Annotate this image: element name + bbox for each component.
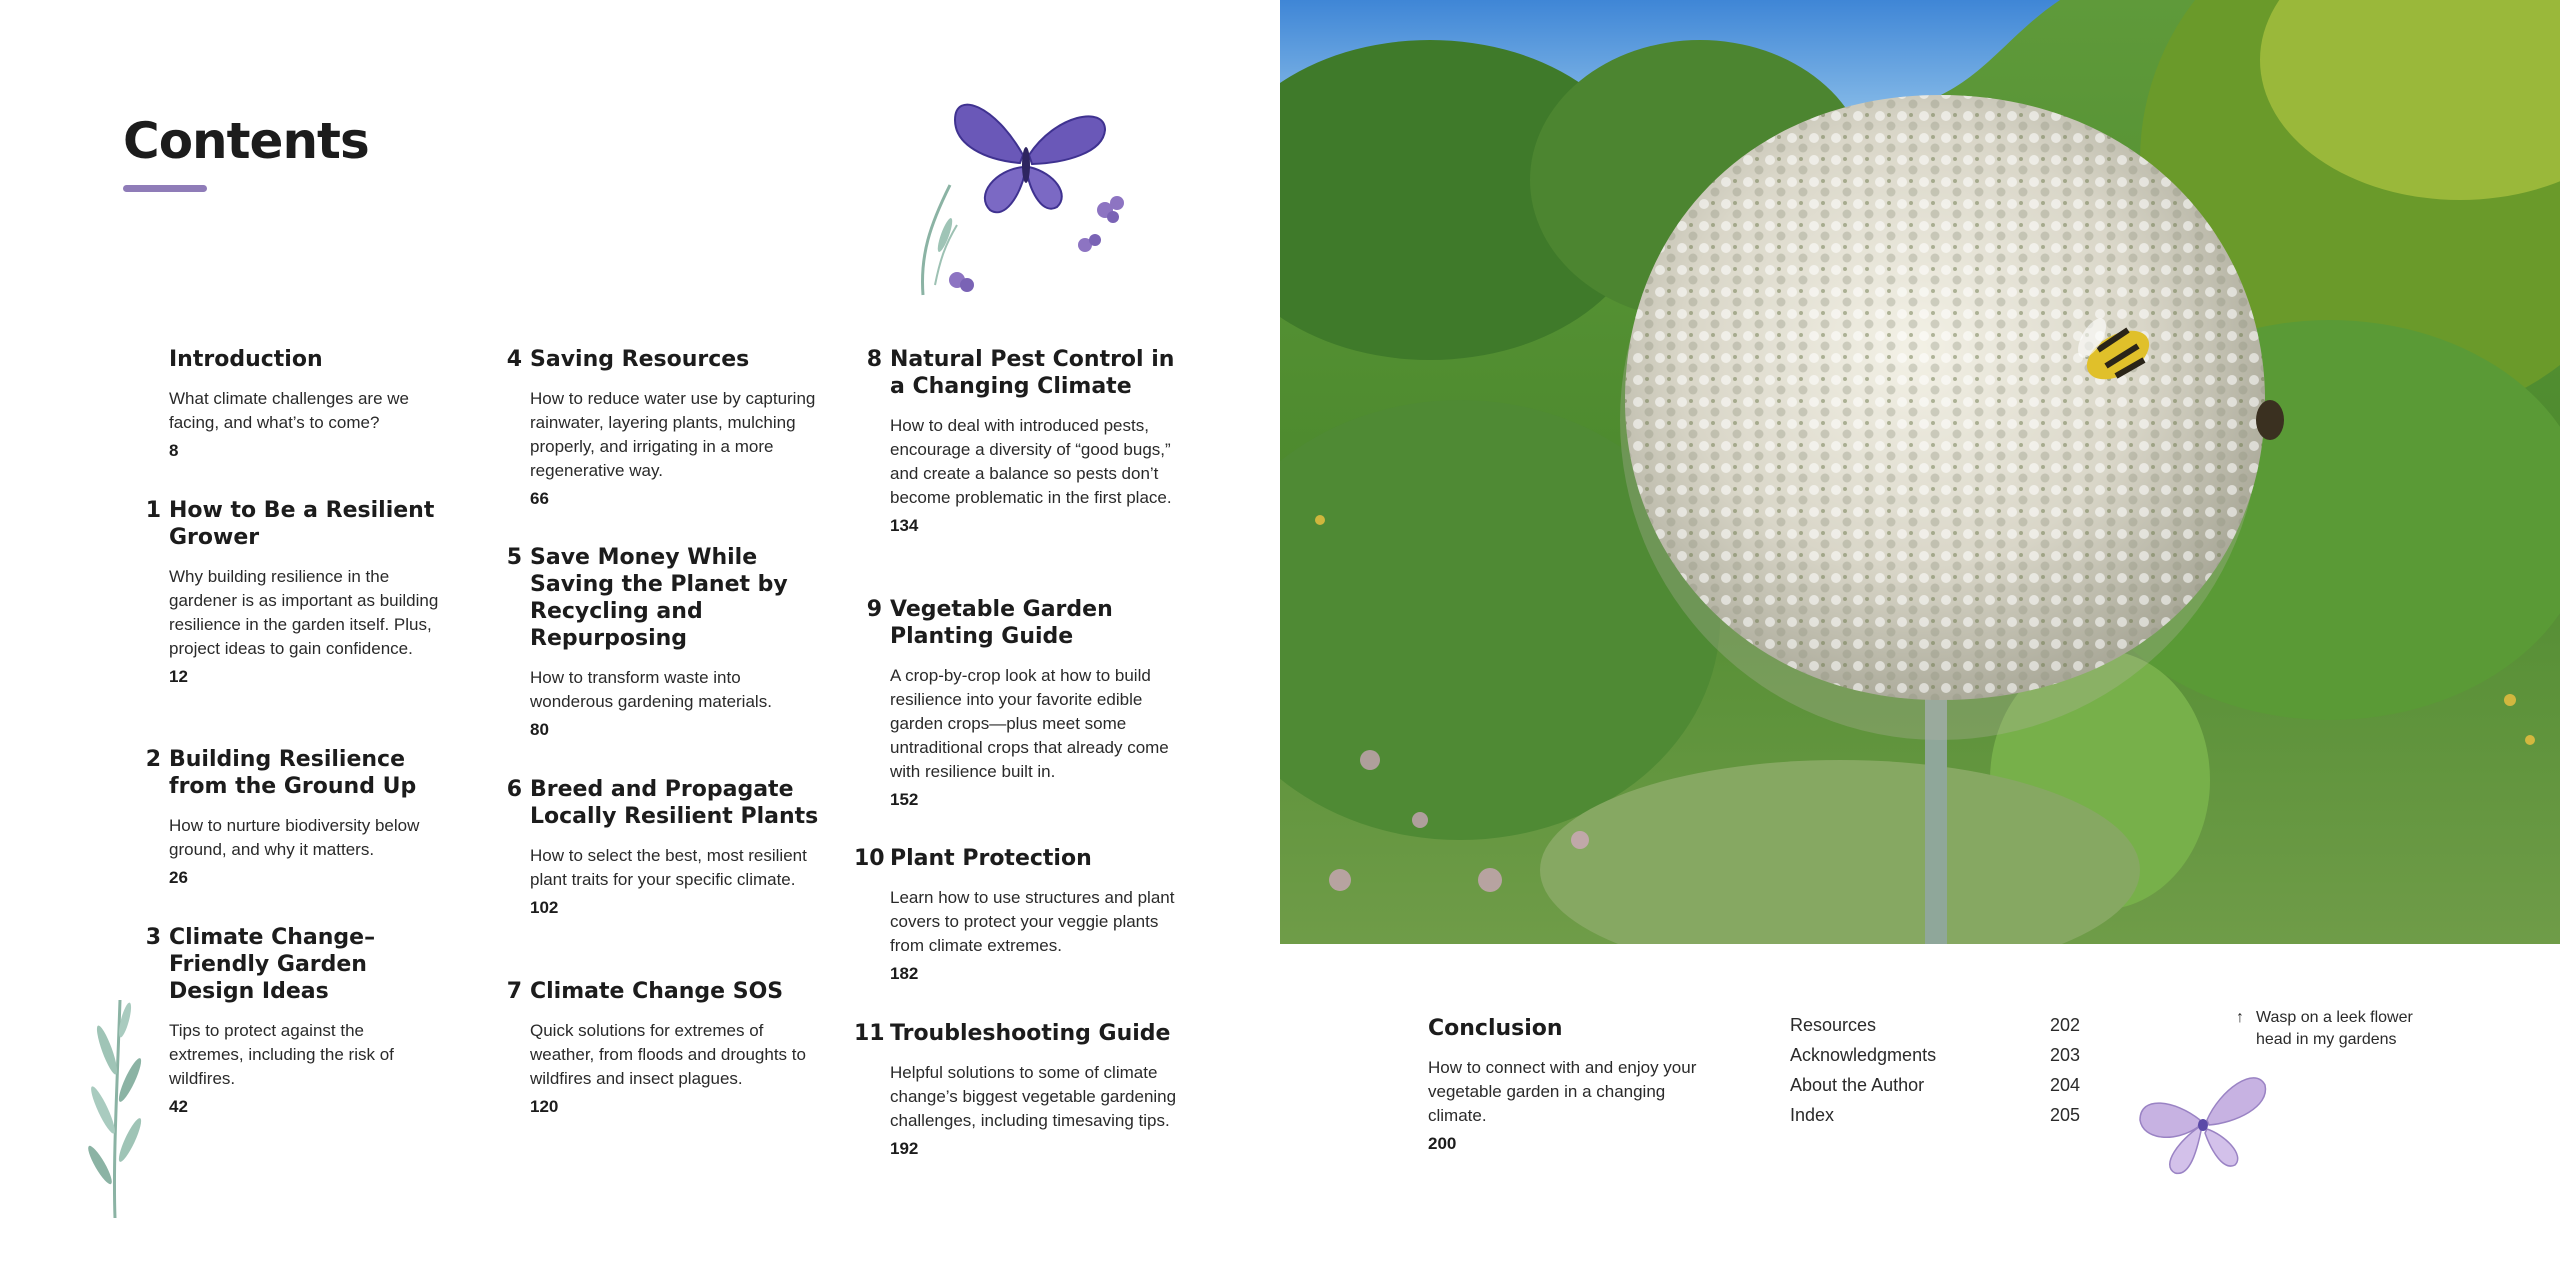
toc-entry-chapter-1[interactable]	[145, 497, 449, 687]
backmatter-item-index[interactable]	[1790, 1100, 2080, 1130]
chapter-number: 1	[145, 498, 161, 523]
toc-entry-title: Breed and Propagate Locally Resilient Plants	[530, 777, 819, 829]
toc-entry-title: Building Resilience from the Ground Up	[169, 747, 417, 799]
toc-entry-page: 182	[890, 964, 919, 983]
toc-entry-title: Vegetable Garden Planting Guide	[890, 597, 1113, 649]
toc-entry-chapter-4[interactable]	[506, 346, 830, 509]
toc-entry-page: 12	[169, 667, 188, 686]
toc-entry-description: Why building resilience in the gardener is as important as building resilience in the garden itself. Plus, project ideas to gain confidence.	[169, 567, 439, 658]
toc-entry-page: 66	[530, 489, 549, 508]
backmatter-label: Resources	[1790, 1015, 1877, 1035]
backmatter-item-about-the-author[interactable]	[1790, 1070, 2080, 1100]
chapter-number: 3	[145, 925, 161, 950]
toc-entry-title: Climate Change SOS	[530, 979, 784, 1004]
chapter-number: 2	[145, 747, 161, 772]
toc-entry-page: 42	[169, 1097, 188, 1116]
backmatter-page: 203	[2049, 1045, 2080, 1065]
toc-entry-description: What climate challenges are we facing, and what’s to come?	[169, 389, 410, 432]
toc-entry-chapter-11[interactable]	[854, 1020, 1180, 1159]
toc-entry-title: Conclusion	[1428, 1016, 1563, 1041]
toc-entry-title: Natural Pest Control in a Changing Climate	[890, 347, 1175, 399]
chapter-number: 6	[506, 777, 522, 802]
toc-entry-title: Climate Change–Friendly Garden Design Ideas	[169, 925, 376, 1004]
backmatter-list	[1790, 1010, 2080, 1130]
arrow-up-icon: ↑	[2236, 1009, 2244, 1026]
toc-entry-page: 102	[530, 898, 559, 917]
backmatter-item-acknowledgments[interactable]	[1790, 1040, 2080, 1070]
chapter-number: 7	[506, 979, 522, 1004]
backmatter-label: Acknowledgments	[1790, 1045, 1937, 1065]
toc-entry-page: 80	[530, 720, 549, 739]
toc-entry-page: 26	[169, 868, 188, 887]
toc-entry-title: Save Money While Saving the Planet by Recycling and Repurposing	[530, 545, 788, 651]
butterfly-illustration	[905, 85, 1135, 300]
toc-entry-description: How to select the best, most resilient plant traits for your specific climate.	[530, 846, 807, 889]
backmatter-page: 205	[2049, 1105, 2080, 1125]
toc-entry-description: How to deal with introduced pests, encourage a diversity of “good bugs,” and create a balance so pests don’t become problematic in the first place.	[890, 416, 1172, 507]
backmatter-page: 202	[2049, 1015, 2080, 1035]
toc-entry-chapter-3[interactable]	[145, 924, 419, 1117]
butterfly-illustration	[2135, 1065, 2275, 1180]
backmatter-page: 204	[2049, 1075, 2080, 1095]
chapter-number: 9	[866, 597, 882, 622]
page-title: Contents	[123, 112, 369, 170]
caption-text: Wasp on a leek flower head in my gardens	[2256, 1009, 2413, 1048]
toc-entry-chapter-7[interactable]	[506, 978, 830, 1117]
photo-page	[1280, 0, 2560, 1280]
toc-entry-page: 192	[890, 1139, 919, 1158]
backmatter-label: Index	[1790, 1105, 1835, 1125]
toc-entry-description: How to connect with and enjoy your vegetable garden in a changing climate.	[1428, 1058, 1697, 1125]
toc-entry-page: 134	[890, 516, 919, 535]
toc-entry-description: Learn how to use structures and plant covers to protect your veggie plants from climate extremes.	[890, 888, 1175, 955]
toc-entry-chapter-2[interactable]	[145, 746, 449, 888]
toc-entry-chapter-9[interactable]	[866, 596, 1190, 810]
chapter-number: 8	[866, 347, 882, 372]
toc-entry-page: 200	[1428, 1134, 1457, 1153]
toc-entry-description: Tips to protect against the extremes, including the risk of wildfires.	[169, 1021, 394, 1088]
leek-flower-photo	[1280, 0, 2560, 944]
toc-entry-title: Troubleshooting Guide	[890, 1021, 1171, 1046]
toc-entry-description: How to reduce water use by capturing rainwater, layering plants, mulching properly, and irrigating in a more regenerative way.	[530, 389, 816, 480]
toc-entry-description: How to nurture biodiversity below ground, and why it matters.	[169, 816, 420, 859]
toc-entry-title: Introduction	[169, 347, 323, 372]
leaf-sprig-illustration	[75, 990, 155, 1220]
backmatter-item-resources[interactable]	[1790, 1010, 2080, 1040]
chapter-number: 4	[506, 347, 522, 372]
toc-entry-description: How to transform waste into wonderous gardening materials.	[530, 668, 772, 711]
photo-caption	[2236, 1007, 2446, 1051]
toc-entry-chapter-5[interactable]	[506, 544, 800, 740]
chapter-number: 11	[854, 1021, 885, 1046]
toc-entry-introduction[interactable]	[169, 346, 449, 461]
toc-entry-page: 152	[890, 790, 919, 809]
toc-entry-title: Plant Protection	[890, 846, 1092, 871]
toc-entry-page: 120	[530, 1097, 559, 1116]
toc-entry-description: Helpful solutions to some of climate change’s biggest vegetable gardening challenges, including timesaving tips.	[890, 1063, 1177, 1130]
toc-entry-chapter-10[interactable]	[854, 845, 1180, 984]
toc-entry-chapter-6[interactable]	[506, 776, 840, 918]
chapter-number: 10	[854, 846, 885, 871]
toc-entry-title: Saving Resources	[530, 347, 750, 372]
toc-entry-description: Quick solutions for extremes of weather, from floods and droughts to wildfires and insect plagues.	[530, 1021, 806, 1088]
toc-entry-chapter-8[interactable]	[866, 346, 1180, 536]
toc-entry-conclusion[interactable]	[1428, 1015, 1708, 1154]
toc-entry-page: 8	[169, 441, 179, 460]
title-underline	[123, 185, 207, 192]
backmatter-label: About the Author	[1790, 1075, 1925, 1095]
toc-entry-description: A crop-by-crop look at how to build resilience into your favorite edible garden crops—plus meet some untraditional crops that already come with resilience built in.	[890, 666, 1169, 781]
toc-entry-title: How to Be a Resilient Grower	[169, 498, 435, 550]
chapter-number: 5	[506, 545, 522, 570]
